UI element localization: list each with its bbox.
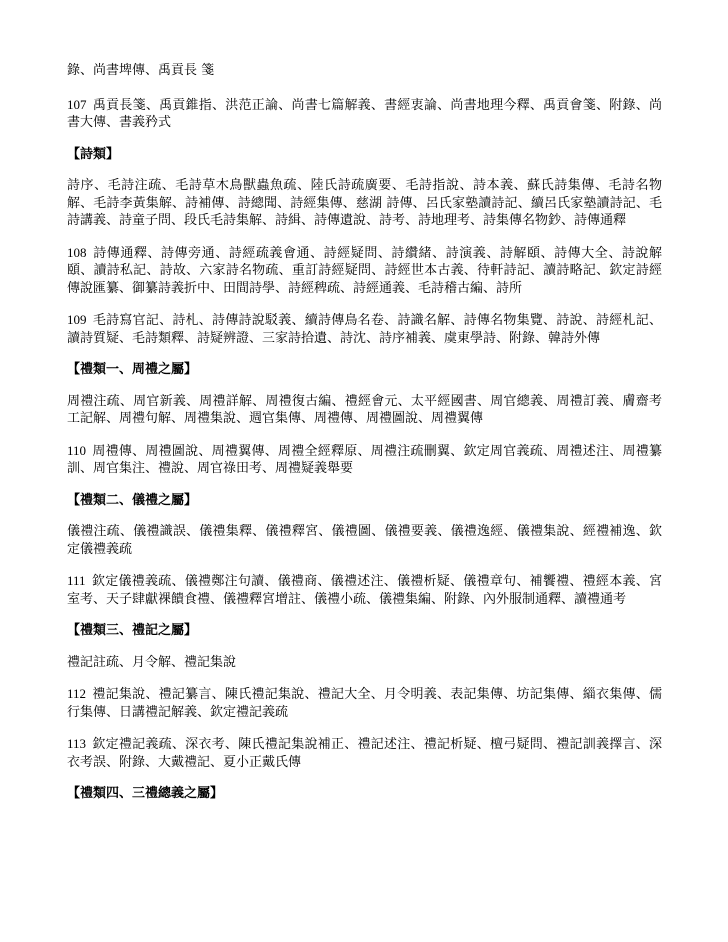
- section-heading-liji: 【禮類三、禮記之屬】: [67, 623, 198, 638]
- paragraph-text: 毛詩寫官記、詩札、詩傳詩說駁義、續詩傳鳥名卷、詩識名解、詩傳名物集覽、詩說、詩經札記、讀詩質疑、毛詩類釋、詩疑辨證、三家詩拾遺、詩沈、詩序補義、虞東學詩、附錄、韓詩外傳: [67, 313, 662, 346]
- volume-number: 110: [67, 442, 87, 458]
- paragraph-text: 周禮注疏、周官新義、周禮詳解、周禮復古編、禮經會元、太平經國書、周官總義、周禮訂義、膚齋考工記解、周禮句解、周禮集說、週官集傳、周禮傳、周禮圖說、周禮翼傳: [67, 393, 662, 426]
- paragraph-text: 禹貢長箋、禹貢錐指、洪范正論、尚書七篇解義、書經衷論、尚書地理今釋、禹貢會箋、附錄、尚書大傳、書義矜式: [67, 97, 662, 130]
- paragraph-text: 周禮傳、周禮圖說、周禮翼傳、周禮全經釋原、周禮注疏刪翼、欽定周官義疏、周禮述注、周禮纂訓、周官集注、禮說、周官祿田考、周禮疑義舉要: [67, 443, 662, 476]
- paragraph-text: 詩傳通釋、詩傳旁通、詩經疏義會通、詩經疑問、詩纘緒、詩演義、詩解頤、詩傳大全、詩說解頤、讀詩私記、詩故、六家詩名物疏、重訂詩經疑問、詩經世本古義、待軒詩記、讀詩略記、欽定詩經傳說匯纂、御纂詩義折中、田間詩學、詩經稗疏、詩經通義、毛詩稽古編、詩所: [67, 245, 662, 296]
- paragraph-108: [67, 244, 662, 298]
- volume-number: 111: [67, 573, 86, 588]
- volume-number: 112: [67, 686, 87, 701]
- volume-number: 113: [67, 736, 87, 751]
- paragraph-text: 儀禮注疏、儀禮識誤、儀禮集釋、儀禮釋宮、儀禮圖、儀禮要義、儀禮逸經、儀禮集說、經禮補逸、欽定儀禮義疏: [67, 524, 662, 557]
- paragraph-shi-intro: [67, 177, 662, 230]
- paragraph-112: [67, 685, 662, 721]
- paragraph-text: 欽定儀禮義疏、儀禮鄭注句讀、儀禮商、儀禮述注、儀禮析疑、儀禮章句、補饗禮、禮經本義、宮室考、天子肆獻祼饋食禮、儀禮釋宮增註、儀禮小疏、儀禮集編、附錄、內外服制通釋、讀禮通考: [67, 574, 662, 607]
- paragraph-liji-intro: [67, 654, 662, 672]
- paragraph-text: 禮記註疏、月令解、禮記集說: [67, 654, 237, 670]
- paragraph-110: [67, 442, 662, 478]
- paragraph-text: 禮記集說、禮記纂言、陳氏禮記集說、禮記大全、月令明義、表記集傳、坊記集傳、緇衣集傳、儒行集傳、日講禮記解義、欽定禮記義疏: [67, 687, 662, 720]
- section-heading-shi: 【詩類】: [67, 146, 120, 162]
- paragraph-text: 錄、尚書埤傳、禹貢長 箋: [67, 63, 215, 78]
- paragraph-text: 欽定禮記義疏、深衣考、陳氏禮記集說補正、禮記述注、禮記析疑、檀弓疑問、禮記訓義擇言、深衣考誤、附錄、大戴禮記、夏小正戴氏傳: [67, 737, 662, 770]
- section-heading-sanli: 【禮類四、三禮總義之屬】: [67, 786, 224, 801]
- paragraph-text: 詩序、毛詩注疏、毛詩草木鳥獸蟲魚疏、陸氏詩疏廣要、毛詩指說、詩本義、蘇氏詩集傳、毛詩名物解、毛詩李黃集解、詩補傳、詩總聞、詩經集傳、慈湖 詩傳、呂氏家塾讀詩記、續呂氏家塾讀詩記、毛詩講義、詩童子問、段氏毛詩集解、詩緝、詩傳遺說、詩考、詩地理考、詩集傳名物鈔、詩傳通釋: [67, 178, 662, 228]
- volume-number: 107: [67, 96, 87, 112]
- paragraph-yili-intro: [67, 523, 662, 558]
- paragraph-shangshu-tail: [67, 62, 662, 80]
- paragraph-111: [67, 572, 662, 608]
- section-heading-zhouli: 【禮類一、周禮之屬】: [67, 362, 198, 377]
- document-page: [67, 62, 662, 817]
- section-heading-yili: 【禮類二、儀禮之屬】: [67, 492, 198, 508]
- paragraph-113: [67, 735, 662, 771]
- volume-number: 109: [67, 312, 87, 327]
- volume-number: 108: [67, 244, 87, 260]
- paragraph-109: [67, 311, 662, 347]
- paragraph-107: [67, 96, 662, 132]
- paragraph-zhouli-intro: [67, 393, 662, 428]
